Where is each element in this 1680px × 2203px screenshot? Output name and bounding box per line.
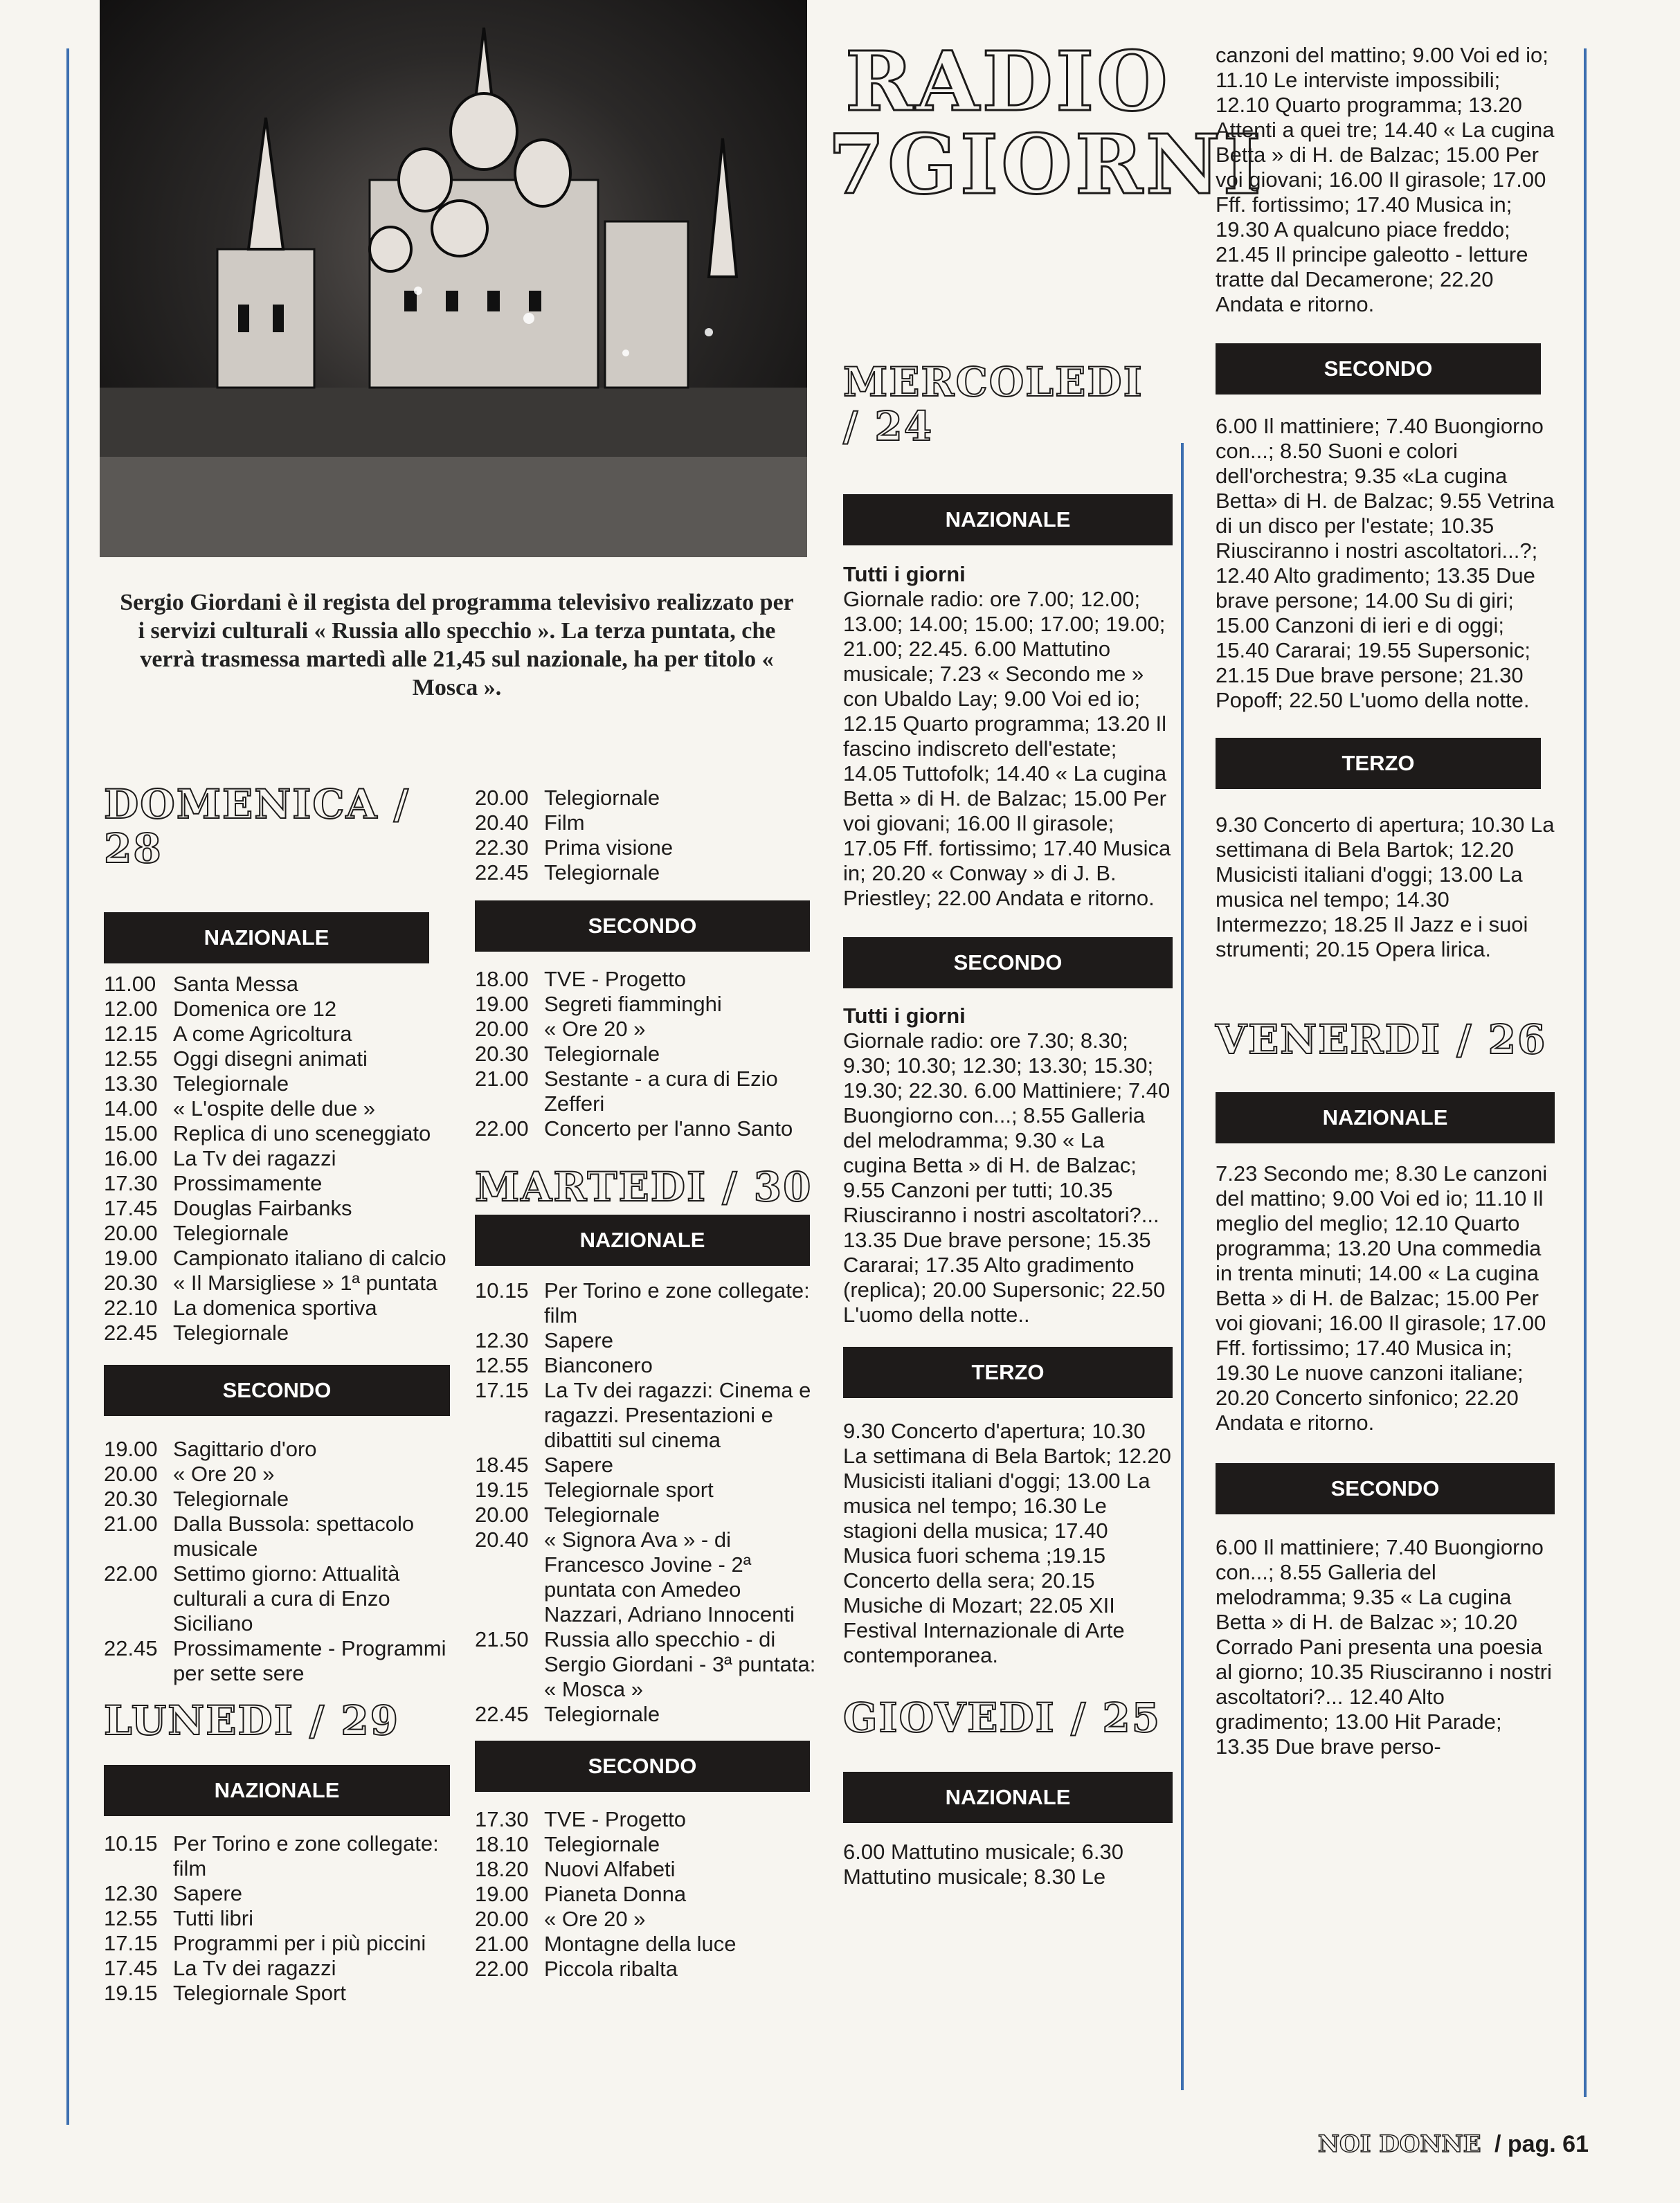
program-row — [475, 1957, 821, 1982]
program-title: Tutti libri — [173, 1906, 253, 1930]
column-rule — [1181, 443, 1184, 2090]
program-time: 20.00 — [475, 1907, 529, 1931]
program-row — [475, 1453, 821, 1478]
program-row — [475, 1807, 821, 1832]
channel-bar-nazionale: NAZIONALE — [843, 494, 1173, 545]
program-title: Telegiornale — [544, 786, 660, 810]
program-row — [475, 1042, 821, 1067]
program-title: « Ore 20 » — [544, 1907, 646, 1931]
program-row — [475, 1627, 821, 1702]
program-time: 22.45 — [475, 1702, 529, 1726]
program-time: 20.00 — [475, 1503, 529, 1527]
program-row — [104, 1636, 450, 1686]
program-row — [475, 967, 821, 992]
program-time: 10.15 — [475, 1278, 529, 1303]
program-time: 22.45 — [475, 860, 529, 885]
channel-bar-nazionale: NAZIONALE — [1216, 1092, 1555, 1143]
program-row — [475, 835, 821, 860]
day-title-venerdi: VENERDI / 26 — [1216, 1016, 1547, 1063]
program-time: 20.30 — [104, 1487, 158, 1511]
program-time: 12.00 — [104, 997, 158, 1021]
masthead-line-1: RADIO — [845, 33, 1171, 129]
program-title: Telegiornale — [173, 1071, 289, 1096]
program-row — [475, 1832, 821, 1857]
page-footer — [1318, 2130, 1589, 2158]
masthead-line-2: 7GIORNI — [828, 116, 1264, 212]
program-time: 21.00 — [475, 1932, 529, 1956]
program-row — [475, 992, 821, 1017]
program-row — [104, 1246, 450, 1271]
program-text-body: Giornale radio: ore 7.30; 8.30; 9.30; 10.30; 12.30; 13.30; 15.30; 19.30; 22.30. 6.00 Mattiniere; 7.40 Buongiorno con...; 8.55 Galleria del melodramma; 9.30 « La cugina Betta » di H. de Balzac; 9.55 Canzoni per tutti; 10.35 Riusciranno i nostri ascoltatori?... 13.35 Due brave persone; 15.35 Cararai; 17.35 Alto gradimento (replica); 20.00 Supersonic; 22.50 L'uomo della notte.. — [843, 1028, 1171, 1327]
program-time: 20.00 — [104, 1462, 158, 1486]
photo-moscow-night — [100, 0, 807, 557]
program-row — [104, 1931, 450, 1956]
program-time: 20.00 — [475, 1017, 529, 1041]
program-title: Telegiornale — [544, 1042, 660, 1066]
program-text: 6.00 Mattutino musicale; 6.30 Mattutino musicale; 8.30 Le — [843, 1840, 1123, 1889]
program-title: Telegiornale — [173, 1221, 289, 1245]
program-title: La domenica sportiva — [173, 1296, 377, 1320]
program-title: Settimo giorno: Attualità culturali a cura di Enzo Siciliano — [173, 1561, 400, 1635]
program-row — [104, 972, 450, 997]
program-time: 10.15 — [104, 1831, 158, 1856]
program-row — [104, 1981, 450, 2006]
program-row — [104, 1956, 450, 1981]
program-row — [475, 1527, 821, 1627]
program-row — [475, 1116, 821, 1141]
program-time: 13.30 — [104, 1071, 158, 1096]
program-text: 6.00 Il mattiniere; 7.40 Buongiorno con...; 8.55 Galleria del melodramma; 9.35 « La cugina Betta » di H. de Balzac »; 10.20 Corrado Pani presenta una poesia al giorno; 10.35 Riusciranno i nostri ascoltatori?... 12.40 Alto gradimento; 13.00 Hit Parade; 13.35 Due brave perso- — [1216, 1535, 1552, 1759]
program-time: 20.30 — [104, 1271, 158, 1295]
subhead: Tutti i giorni — [843, 1004, 966, 1028]
subhead: Tutti i giorni — [843, 562, 966, 586]
program-row — [104, 1121, 450, 1146]
program-title: Replica di uno sceneggiato — [173, 1121, 431, 1145]
program-row — [104, 997, 450, 1022]
program-time: 19.00 — [104, 1246, 158, 1270]
program-time: 12.55 — [104, 1906, 158, 1930]
program-title: Domenica ore 12 — [173, 997, 337, 1021]
channel-bar-secondo: SECONDO — [475, 1741, 810, 1792]
program-list — [104, 1831, 450, 2006]
program-text-body: Giornale radio: ore 7.00; 12.00; 13.00; 14.00; 15.00; 17.00; 19.00; 21.00; 22.45. 6.00 Mattutino musicale; 7.23 « Secondo me » con Ubaldo Lay; 9.00 Voi ed io; 12.15 Quarto programma; 13.20 Il fascino indiscreto dell'estate; 14.05 Tuttofolk; 14.40 « La cugina Betta » di H. de Balzac; 15.00 Per voi giovani; 16.00 Il girasole; 17.05 Fff. fortissimo; 17.40 Musica in; 20.20 « Conway » di J. B. Priestley; 22.00 Andata e ritorno. — [843, 587, 1171, 910]
program-title: La Tv dei ragazzi — [173, 1146, 336, 1170]
program-title: Sapere — [173, 1881, 242, 1905]
channel-bar-terzo: TERZO — [1216, 738, 1541, 789]
program-list — [475, 967, 821, 1141]
program-title: « L'ospite delle due » — [173, 1096, 376, 1121]
program-title: Per Torino e zone collegate: film — [544, 1278, 810, 1327]
program-row — [104, 1096, 450, 1121]
day-title-mercoledi: MERCOLEDI / 24 — [843, 359, 1144, 450]
program-time: 12.55 — [475, 1353, 529, 1377]
program-row — [104, 1296, 450, 1321]
photo-caption: Sergio Giordani è il regista del programma televisivo realizzato per i servizi culturali « Russia allo specchio ». La terza puntata, che verrà trasmessa martedì alle 21,45 sul nazionale, ha per titolo « Mosca ». — [120, 590, 794, 700]
program-text: 6.00 Il mattiniere; 7.40 Buongiorno con...; 8.50 Suoni e colori dell'orchestra; 9.35 «La cugina Betta» di H. de Balzac; 9.55 Vetrina di un disco per l'estate; 10.35 Riusciranno i nostri ascoltatori...?; 12.40 Alto gradimento; 13.35 Due brave persone; 14.00 Su di giri; 15.00 Canzoni di ieri e di oggi; 15.40 Cararai; 19.55 Supersonic; 21.15 Due brave persone; 21.30 Popoff; 22.50 L'uomo della notte. — [1216, 414, 1555, 712]
program-row — [475, 1907, 821, 1932]
program-time: 16.00 — [104, 1146, 158, 1170]
program-row — [104, 1906, 450, 1931]
program-row — [475, 1857, 821, 1882]
program-row — [104, 1321, 450, 1345]
program-time: 14.00 — [104, 1096, 158, 1121]
program-time: 17.15 — [104, 1931, 158, 1955]
program-title: Douglas Fairbanks — [173, 1196, 352, 1220]
program-time: 22.00 — [104, 1561, 158, 1586]
program-row — [104, 1561, 450, 1636]
program-title: Film — [544, 810, 585, 835]
program-title: « Ore 20 » — [173, 1462, 275, 1486]
program-time: 17.15 — [475, 1378, 529, 1402]
program-title: TVE - Progetto — [544, 967, 687, 991]
program-title: Russia allo specchio - di Sergio Giordani - 3ª puntata: « Mosca » — [544, 1627, 816, 1701]
page-number: / pag. 61 — [1494, 2131, 1589, 2157]
program-title: Piccola ribalta — [544, 1957, 678, 1981]
program-time: 21.00 — [104, 1512, 158, 1536]
program-text: 9.30 Concerto di apertura; 10.30 La settimana di Bela Bartok; 12.20 Musicisti italiani d'oggi; 13.00 La musica nel tempo; 14.30 Intermezzo; 18.25 Il Jazz e i suoi strumenti; 20.15 Opera lirica. — [1216, 813, 1555, 961]
program-row — [475, 1328, 821, 1353]
program-time: 20.40 — [475, 810, 529, 835]
program-row — [475, 1278, 821, 1328]
program-time: 22.45 — [104, 1321, 158, 1345]
program-time: 20.30 — [475, 1042, 529, 1066]
channel-bar-secondo: SECONDO — [475, 900, 810, 952]
program-title: Santa Messa — [173, 972, 298, 996]
program-time: 19.15 — [104, 1981, 158, 2005]
day-title-giovedi: GIOVEDI / 25 — [843, 1694, 1162, 1741]
channel-bar-nazionale: NAZIONALE — [475, 1215, 810, 1266]
program-row — [104, 1437, 450, 1462]
program-time: 12.30 — [475, 1328, 529, 1352]
program-title: Sagittario d'oro — [173, 1437, 317, 1461]
program-time: 19.15 — [475, 1478, 529, 1502]
program-time: 22.30 — [475, 835, 529, 860]
program-time: 19.00 — [475, 992, 529, 1016]
program-title: Telegiornale Sport — [173, 1981, 346, 2005]
program-time: 22.00 — [475, 1957, 529, 1981]
program-row — [475, 1067, 821, 1116]
program-title: Montagne della luce — [544, 1932, 737, 1956]
program-list — [104, 1437, 450, 1686]
program-row — [104, 1487, 450, 1512]
program-time: 18.10 — [475, 1832, 529, 1856]
program-text — [843, 1004, 1173, 1327]
program-title: Per Torino e zone collegate: film — [173, 1831, 439, 1880]
program-text — [843, 562, 1173, 911]
program-time: 21.00 — [475, 1067, 529, 1091]
program-text: canzoni del mattino; 9.00 Voi ed io; 11.10 Le interviste impossibili; 12.10 Quarto programma; 13.20 Attenti a quei tre; 14.40 « La cugina Betta » di H. de Balzac; 15.00 Per voi giovani; 16.00 Il girasole; 17.00 Fff. fortissimo; 17.40 Musica in; 19.30 A qualcuno piace freddo; 21.45 Il principe galeotto - letture tratte dal Decamerone; 22.20 Andata e ritorno. — [1216, 43, 1555, 316]
channel-bar-secondo: SECONDO — [1216, 1463, 1555, 1514]
program-time: 18.20 — [475, 1857, 529, 1881]
program-title: Telegiornale — [544, 1503, 660, 1527]
program-time: 19.00 — [104, 1437, 158, 1461]
column-rule — [66, 48, 69, 2125]
program-row — [104, 1221, 450, 1246]
magazine-logo: NOI DONNE — [1317, 2130, 1481, 2158]
program-time: 18.00 — [475, 967, 529, 991]
program-time: 18.45 — [475, 1453, 529, 1477]
program-title: Pianeta Donna — [544, 1882, 687, 1906]
program-row — [104, 1046, 450, 1071]
program-title: Telegiornale — [173, 1321, 289, 1345]
program-time: 12.30 — [104, 1881, 158, 1905]
program-list — [475, 1807, 821, 1982]
program-time: 19.00 — [475, 1882, 529, 1906]
program-title: Telegiornale — [544, 1702, 660, 1726]
channel-bar-secondo: SECONDO — [1216, 343, 1541, 395]
masthead — [828, 33, 1264, 212]
program-time: 20.00 — [104, 1221, 158, 1245]
program-title: Telegiornale — [173, 1487, 289, 1511]
program-time: 20.00 — [475, 786, 529, 810]
program-title: Prossimamente - Programmi per sette sere — [173, 1636, 446, 1685]
program-time: 11.00 — [104, 972, 156, 996]
column-rule — [1584, 48, 1587, 2097]
column-3 — [843, 360, 1173, 1889]
channel-bar-nazionale: NAZIONALE — [104, 912, 429, 963]
program-title: Campionato italiano di calcio — [173, 1246, 446, 1270]
program-list — [475, 786, 821, 885]
program-row — [104, 1071, 450, 1096]
program-row — [475, 1353, 821, 1378]
day-title-lunedi: LUNEDI / 29 — [104, 1697, 400, 1744]
channel-bar-terzo: TERZO — [843, 1347, 1173, 1398]
program-time: 17.30 — [475, 1807, 529, 1831]
program-list — [475, 1278, 821, 1727]
program-title: Sestante - a cura di Ezio Zefferi — [544, 1067, 778, 1116]
program-title: Sapere — [544, 1453, 613, 1477]
program-row — [104, 1022, 450, 1046]
program-time: 22.45 — [104, 1636, 158, 1660]
program-time: 12.55 — [104, 1046, 158, 1071]
program-title: Concerto per l'anno Santo — [544, 1116, 793, 1141]
program-row — [475, 810, 821, 835]
program-title: Telegiornale — [544, 860, 660, 885]
day-title-domenica: DOMENICA / 28 — [104, 781, 410, 872]
program-time: 22.10 — [104, 1296, 158, 1320]
program-time: 17.45 — [104, 1196, 158, 1220]
program-text: 7.23 Secondo me; 8.30 Le canzoni del mattino; 9.00 Voi ed io; 11.10 Il meglio del meglio; 12.10 Quarto programma; 13.20 Una commedia in trenta minuti; 14.00 « La cugina Betta » di H. de Balzac; 15.00 Per voi giovani; 16.00 Il girasole; 17.00 Fff. fortissimo; 17.40 Musica in; 19.30 Le nuove canzoni italiane; 20.20 Concerto sinfonico; 22.20 Andata e ritorno. — [1216, 1161, 1548, 1435]
program-title: TVE - Progetto — [544, 1807, 687, 1831]
program-title: Telegiornale sport — [544, 1478, 714, 1502]
program-row — [104, 1831, 450, 1881]
channel-bar-secondo: SECONDO — [843, 937, 1173, 988]
program-row — [475, 786, 821, 810]
column-4 — [1216, 43, 1555, 1759]
program-row — [104, 1271, 450, 1296]
program-time: 22.00 — [475, 1116, 529, 1141]
day-title-martedi: MARTEDI / 30 — [475, 1163, 813, 1211]
program-title: Telegiornale — [544, 1832, 660, 1856]
program-title: A come Agricoltura — [173, 1022, 352, 1046]
program-title: La Tv dei ragazzi: Cinema e ragazzi. Presentazioni e dibattiti sul cinema — [544, 1378, 811, 1452]
program-row — [475, 1702, 821, 1727]
channel-bar-secondo: SECONDO — [104, 1365, 450, 1416]
column-1 — [104, 782, 450, 2006]
program-row — [104, 1881, 450, 1906]
program-time: 17.45 — [104, 1956, 158, 1980]
program-row — [475, 1932, 821, 1957]
program-title: Dalla Bussola: spettacolo musicale — [173, 1512, 415, 1561]
program-title: Prossimamente — [173, 1171, 323, 1195]
program-row — [475, 1017, 821, 1042]
program-row — [475, 1503, 821, 1527]
program-title: Prima visione — [544, 835, 674, 860]
program-row — [104, 1462, 450, 1487]
program-row — [475, 1882, 821, 1907]
program-title: Sapere — [544, 1328, 613, 1352]
program-title: « Signora Ava » - di Francesco Jovine - 2ª puntata con Amedeo Nazzari, Adriano Innocenti — [544, 1527, 795, 1626]
program-title: Segreti fiamminghi — [544, 992, 722, 1016]
channel-bar-nazionale: NAZIONALE — [104, 1765, 450, 1816]
program-title: « Ore 20 » — [544, 1017, 646, 1041]
program-title: « Il Marsigliese » 1ª puntata — [173, 1271, 437, 1295]
program-list — [104, 972, 450, 1345]
program-title: Bianconero — [544, 1353, 653, 1377]
program-row — [104, 1146, 450, 1171]
column-2 — [475, 786, 821, 1982]
program-time: 12.15 — [104, 1022, 158, 1046]
program-time: 15.00 — [104, 1121, 158, 1145]
program-row — [475, 860, 821, 885]
program-time: 21.50 — [475, 1627, 529, 1651]
program-time: 17.30 — [104, 1171, 158, 1195]
program-title: Oggi disegni animati — [173, 1046, 368, 1071]
program-title: Nuovi Alfabeti — [544, 1857, 676, 1881]
program-row — [475, 1378, 821, 1453]
program-text: 9.30 Concerto d'apertura; 10.30 La settimana di Bela Bartok; 12.20 Musicisti italiani d'oggi; 13.00 La musica nel tempo; 16.30 Le stagioni della musica; 17.40 Musica fuori schema ;19.15 Concerto della sera; 20.15 Musiche di Mozart; 22.05 XII Festival Internazionale di Arte contemporanea. — [843, 1419, 1171, 1667]
program-title: La Tv dei ragazzi — [173, 1956, 336, 1980]
program-row — [104, 1512, 450, 1561]
program-row — [104, 1196, 450, 1221]
program-row — [475, 1478, 821, 1503]
program-row — [104, 1171, 450, 1196]
program-title: Programmi per i più piccini — [173, 1931, 426, 1955]
channel-bar-nazionale: NAZIONALE — [843, 1772, 1173, 1823]
program-time: 20.40 — [475, 1527, 529, 1552]
